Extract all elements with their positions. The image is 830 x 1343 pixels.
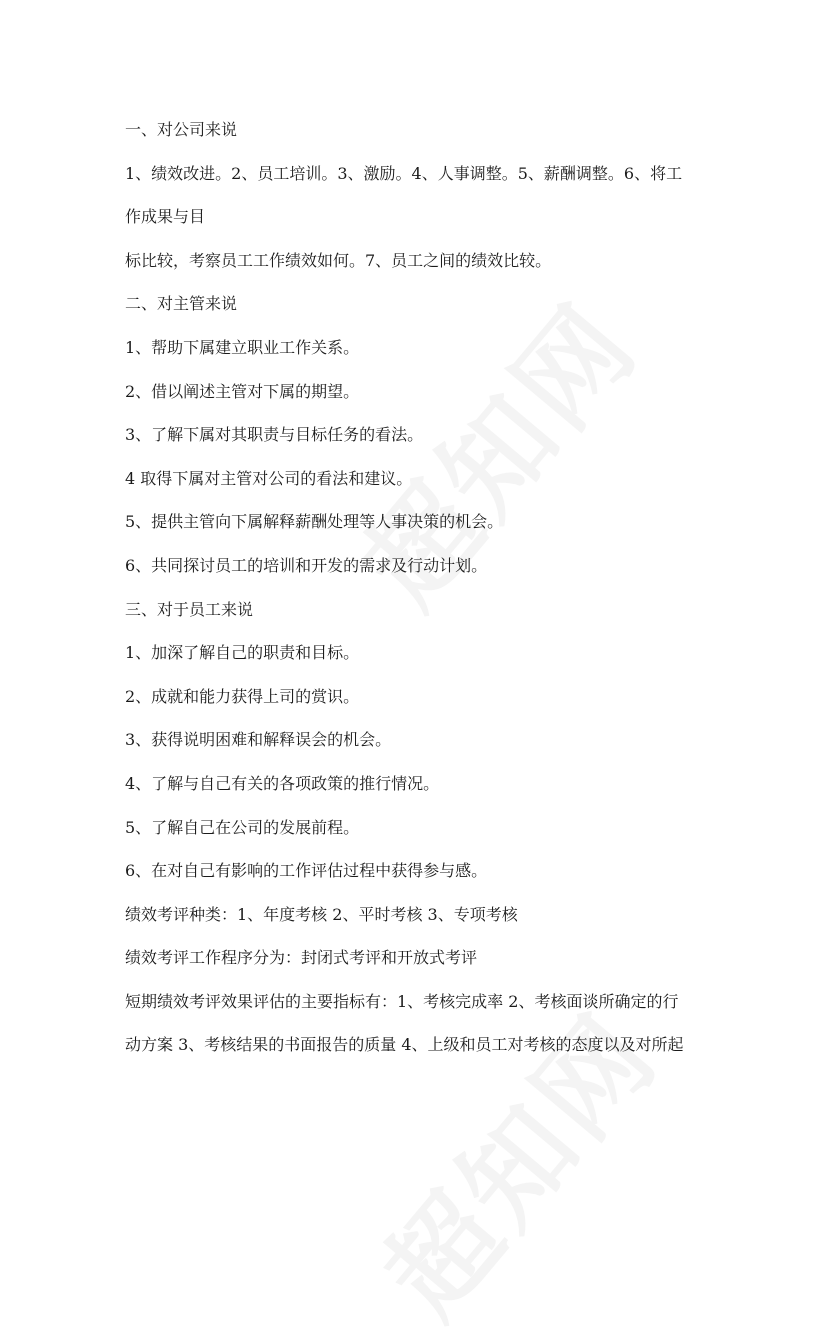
- section-heading-supervisor: 二、对主管来说: [125, 294, 238, 314]
- list-item: 2、成就和能力获得上司的赏识。: [125, 686, 360, 706]
- paragraph-line: 作成果与目: [125, 207, 206, 227]
- paragraph-line: 1、绩效改进。2、员工培训。3、激励。4、人事调整。5、薪酬调整。6、将工: [125, 163, 683, 183]
- document-body: [125, 108, 715, 1067]
- list-item: 5、了解自己在公司的发展前程。: [125, 817, 360, 837]
- paragraph-line: 绩效考评工作程序分为：封闭式考评和开放式考评: [125, 948, 478, 968]
- list-item: 6、共同探讨员工的培训和开发的需求及行动计划。: [125, 555, 488, 575]
- list-item: 5、提供主管向下属解释薪酬处理等人事决策的机会。: [125, 512, 504, 532]
- paragraph-line: 短期绩效考评效果评估的主要指标有：1、考核完成率 2、考核面谈所确定的行: [125, 991, 679, 1011]
- list-item: 1、帮助下属建立职业工作关系。: [125, 337, 360, 357]
- list-item: 4 取得下属对主管对公司的看法和建议。: [125, 468, 413, 488]
- section-heading-employee: 三、对于员工来说: [125, 599, 254, 619]
- list-item: 3、了解下属对其职责与目标任务的看法。: [125, 425, 424, 445]
- paragraph-line: 标比较，考察员工工作绩效如何。7、员工之间的绩效比较。: [125, 250, 552, 270]
- paragraph-line: 动方案 3、考核结果的书面报告的质量 4、上级和员工对考核的态度以及对所起: [125, 1035, 684, 1055]
- list-item: 6、在对自己有影响的工作评估过程中获得参与感。: [125, 861, 488, 881]
- list-item: 1、加深了解自己的职责和目标。: [125, 643, 360, 663]
- list-item: 2、借以阐述主管对下属的期望。: [125, 381, 360, 401]
- paragraph-line: 绩效考评种类：1、年度考核 2、平时考核 3、专项考核: [125, 904, 518, 924]
- section-heading-company: 一、对公司来说: [125, 120, 238, 139]
- list-item: 4、了解与自己有关的各项政策的推行情况。: [125, 773, 440, 793]
- list-item: 3、获得说明困难和解释误会的机会。: [125, 730, 392, 750]
